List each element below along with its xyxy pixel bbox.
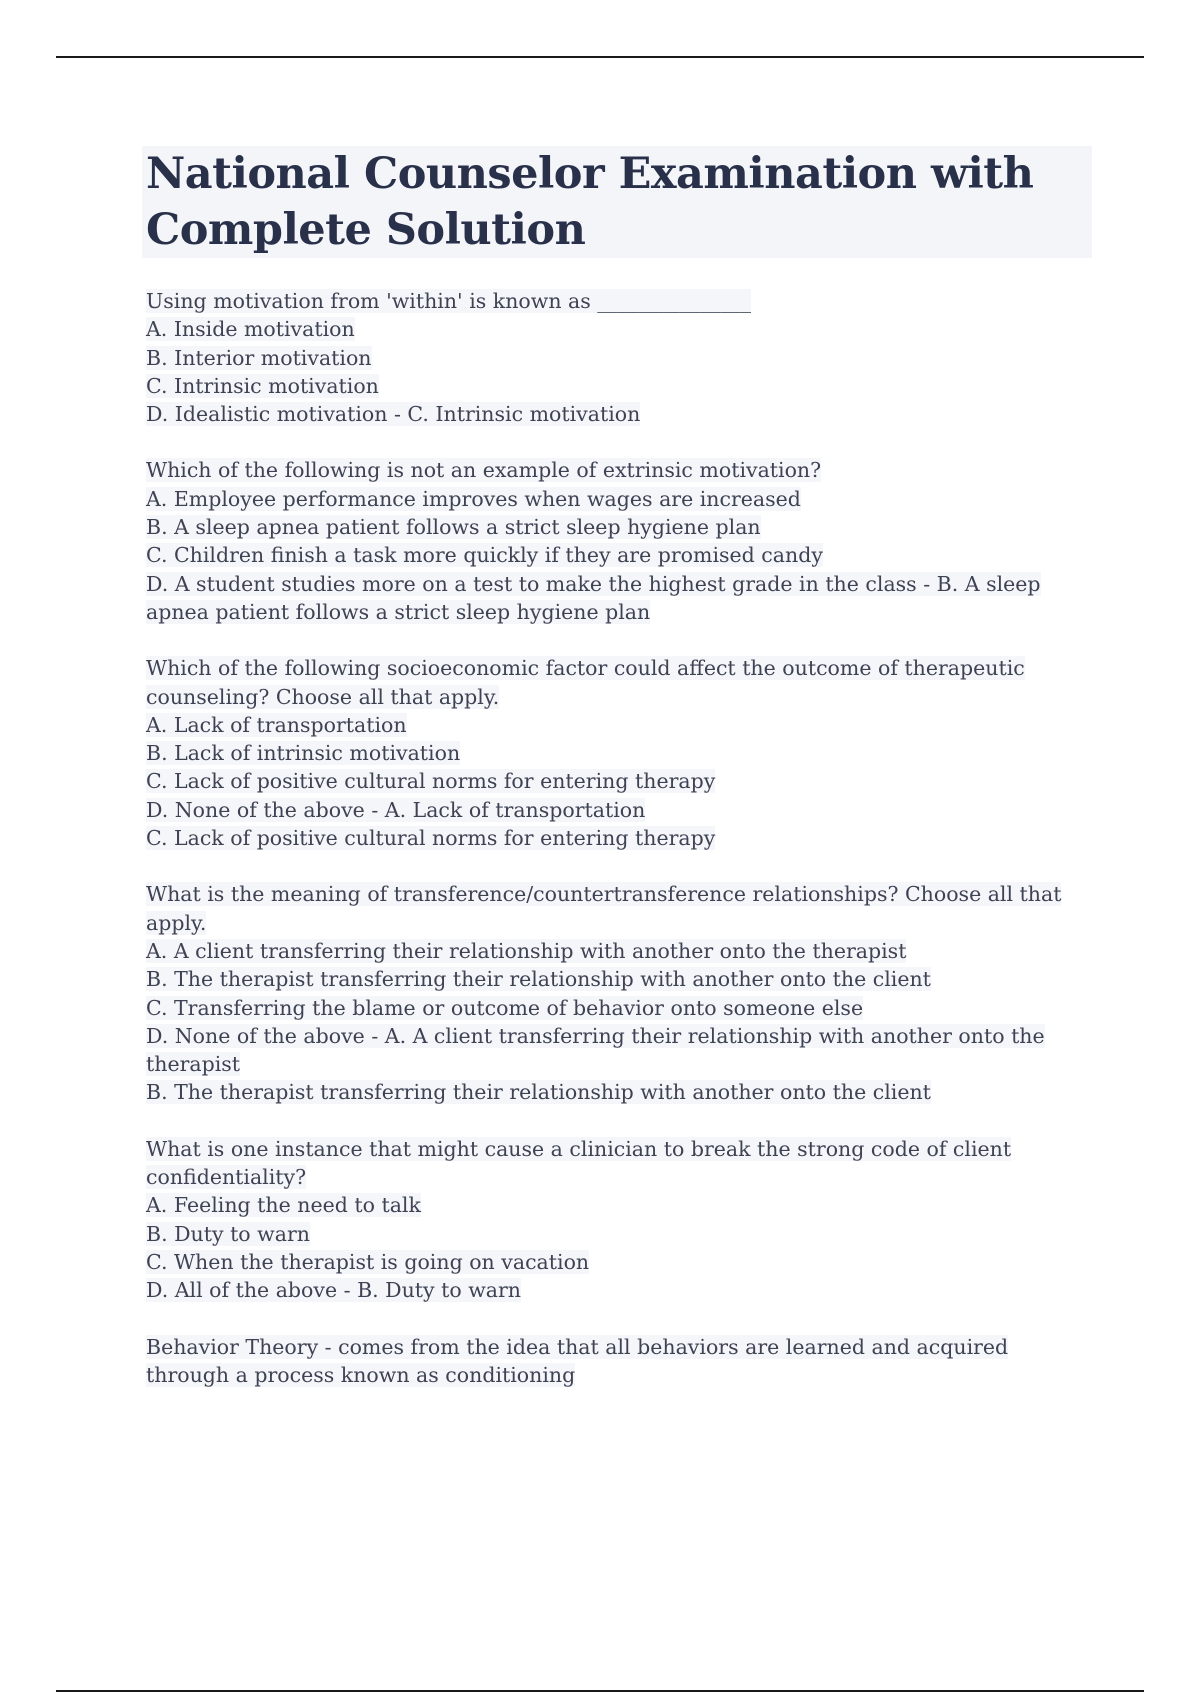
page-title: National Counselor Examination with Complete Solution: [146, 149, 1034, 255]
line-text: B. The therapist transferring their relationship with another onto the client: [146, 1080, 931, 1105]
line-text: A. Inside motivation: [146, 317, 355, 342]
line-text: D. All of the above - B. Duty to warn: [146, 1278, 522, 1303]
question-block: [146, 1333, 1096, 1390]
answer-option: [146, 937, 1096, 965]
answer-option: [146, 796, 1096, 824]
line-text: B. Interior motivation: [146, 345, 372, 370]
line-text: C. Intrinsic motivation: [146, 373, 379, 398]
line-text: B. A sleep apnea patient follows a strict sleep hygiene plan: [146, 515, 761, 540]
line-text: Which of the following socioeconomic factor could affect the outcome of therapeutic counseling? Choose all that apply.: [146, 656, 1025, 709]
answer-option: [146, 994, 1096, 1022]
answer-option: [146, 513, 1096, 541]
line-text: D. None of the above - A. Lack of transportation: [146, 797, 646, 822]
line-text: A. Feeling the need to talk: [146, 1193, 421, 1218]
question-block: [146, 456, 1096, 626]
question-block: [146, 880, 1096, 1106]
answer-option: [146, 1078, 1096, 1106]
answer-option: [146, 372, 1096, 400]
answer-option: [146, 400, 1096, 428]
answer-option: [146, 570, 1096, 627]
answer-option: [146, 965, 1096, 993]
answer-option: [146, 711, 1096, 739]
question-text: [146, 1333, 1096, 1390]
line-text: B. Duty to warn: [146, 1221, 310, 1246]
answer-option: [146, 1276, 1096, 1304]
question-text: [146, 654, 1096, 711]
answer-option: [146, 739, 1096, 767]
question-text: [146, 287, 1096, 315]
line-text: D. A student studies more on a test to make the highest grade in the class - B. A sleep apnea patient follows a strict sleep hygiene plan: [146, 571, 1041, 624]
line-text: C. Lack of positive cultural norms for entering therapy: [146, 769, 716, 794]
top-rule: [56, 56, 1144, 58]
question-list: [146, 287, 1096, 1417]
line-text: Which of the following is not an example of extrinsic motivation?: [146, 458, 822, 483]
answer-option: [146, 1191, 1096, 1219]
line-text: C. Children finish a task more quickly if they are promised candy: [146, 543, 823, 568]
answer-option: [146, 1220, 1096, 1248]
title-block: [142, 146, 1092, 258]
line-text: D. Idealistic motivation - C. Intrinsic motivation: [146, 402, 641, 427]
line-text: C. When the therapist is going on vacation: [146, 1249, 590, 1274]
line-text: C. Transferring the blame or outcome of behavior onto someone else: [146, 995, 864, 1020]
bottom-rule: [56, 1690, 1144, 1692]
answer-option: [146, 767, 1096, 795]
line-text: Behavior Theory - comes from the idea that all behaviors are learned and acquired through a process known as conditioning: [146, 1334, 1009, 1387]
answer-option: [146, 344, 1096, 372]
line-text: What is the meaning of transference/countertransference relationships? Choose all that apply.: [146, 882, 1062, 935]
question-text: [146, 456, 1096, 484]
answer-option: [146, 1248, 1096, 1276]
question-block: [146, 654, 1096, 852]
line-text: B. Lack of intrinsic motivation: [146, 741, 461, 766]
question-text: [146, 1135, 1096, 1192]
answer-option: [146, 485, 1096, 513]
answer-option: [146, 1022, 1096, 1079]
line-text: D. None of the above - A. A client transferring their relationship with another onto the therapist: [146, 1023, 1045, 1077]
answer-option: [146, 315, 1096, 343]
answer-option: [146, 824, 1096, 852]
line-text: A. Lack of transportation: [146, 712, 407, 737]
line-text: A. Employee performance improves when wages are increased: [146, 486, 801, 511]
line-text: B. The therapist transferring their relationship with another onto the client: [146, 967, 931, 992]
line-text: What is one instance that might cause a clinician to break the strong code of client confidentiality?: [146, 1136, 1012, 1190]
question-text: [146, 880, 1096, 937]
line-text: Using motivation from 'within' is known as _______________: [146, 289, 752, 313]
line-text: A. A client transferring their relationship with another onto the therapist: [146, 938, 907, 963]
question-block: [146, 1135, 1096, 1305]
line-text: C. Lack of positive cultural norms for entering therapy: [146, 826, 716, 851]
question-block: [146, 287, 1096, 428]
answer-option: [146, 541, 1096, 569]
